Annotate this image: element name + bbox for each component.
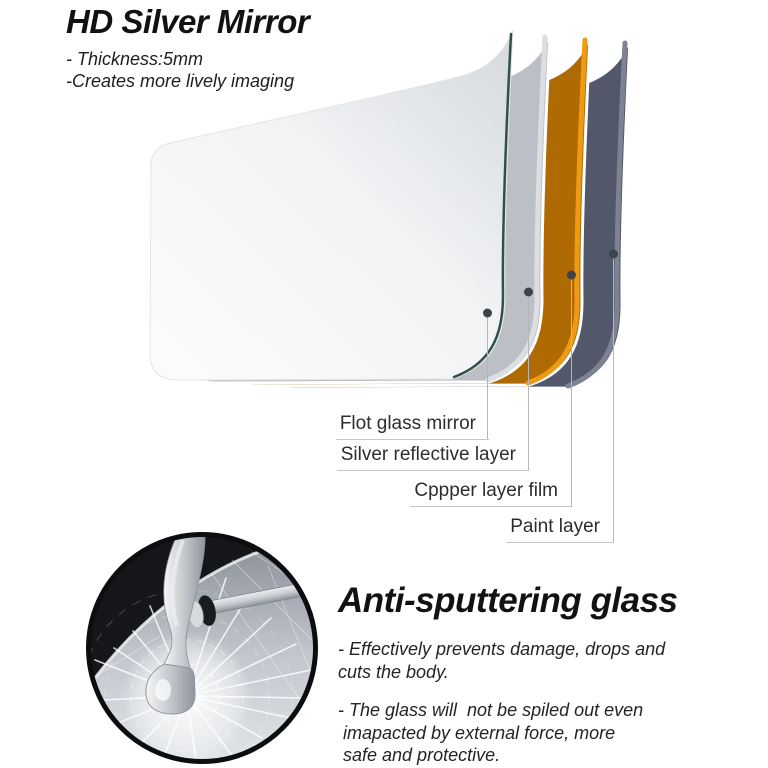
label-silver-reflective-layer: Silver reflective layer — [337, 443, 529, 471]
layer-mirror — [150, 30, 513, 380]
header-bullet-thickness: - Thickness:5mm — [66, 49, 204, 69]
header-bullet-imaging: -Creates more lively imaging — [66, 71, 295, 91]
label-flot-glass-mirror: Flot glass mirror — [336, 412, 489, 440]
page-title: HD Silver Mirror — [66, 3, 310, 40]
feature-section — [338, 580, 758, 767]
feature-bullet-2: - The glass will not be spiled out even imapacted by external force, more safe and protective. — [338, 700, 644, 765]
label-copper-layer-film: Cppper layer film — [410, 479, 571, 507]
label-paint-layer: Paint layer — [506, 515, 613, 543]
feature-heading: Anti-sputtering glass — [338, 581, 678, 620]
hammer-glass-icon — [81, 530, 336, 768]
feature-bullet-1: - Effectively prevents damage, drops and cuts the body. — [338, 639, 666, 682]
